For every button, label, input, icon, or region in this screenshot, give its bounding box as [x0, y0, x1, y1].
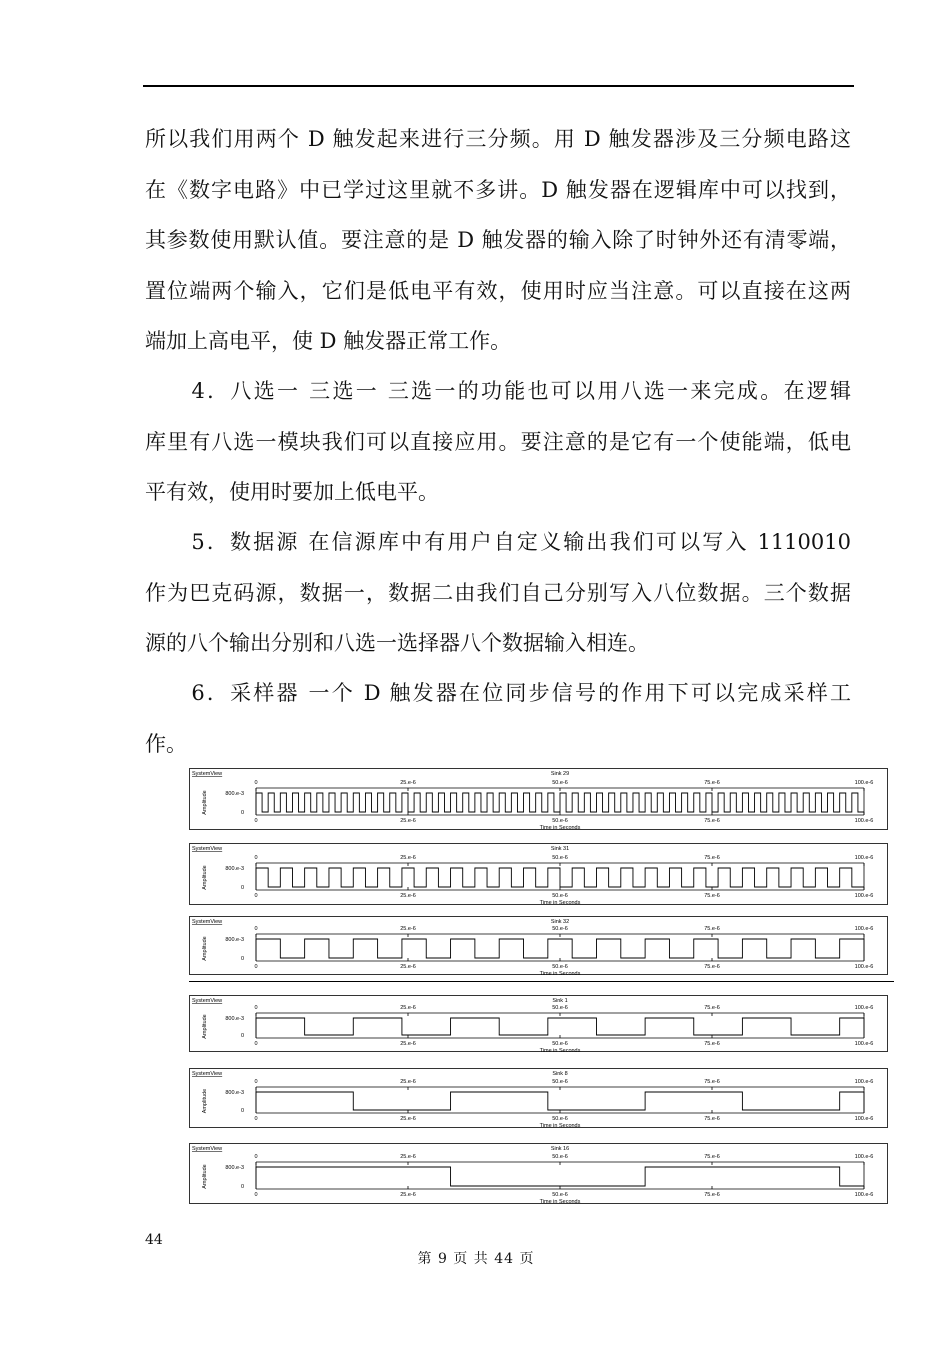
- x-tick-label-top: 75.e-6: [704, 780, 720, 786]
- text-line: 5．数据源 在信源库中有用户自定义输出我们可以写入 1110010: [145, 530, 851, 554]
- waveform-plot: [190, 917, 889, 976]
- waveform-panel: [189, 1143, 888, 1204]
- x-tick-label-bottom: 50.e-6: [552, 1041, 568, 1047]
- panel-header: SystemView: [192, 1071, 223, 1077]
- x-tick-label-top: 0: [254, 1005, 258, 1011]
- waveform-panel: [189, 1068, 888, 1128]
- x-tick-label-bottom: 100.e-6: [854, 964, 874, 970]
- y-axis-label: Amplitude: [202, 1014, 208, 1039]
- y-tick-label: 0: [240, 1033, 244, 1039]
- x-tick-label-top: 50.e-6: [552, 926, 568, 932]
- x-tick-label-bottom: 100.e-6: [854, 1041, 874, 1047]
- x-tick-label-bottom: 75.e-6: [704, 964, 720, 970]
- text-line: 所以我们用两个 D 触发起来进行三分频。用 D 触发器涉及三分频电路这: [145, 127, 851, 151]
- text-line: 库里有八选一模块我们可以直接应用。要注意的是它有一个使能端，低电: [145, 429, 851, 454]
- x-tick-label-top: 75.e-6: [704, 1079, 720, 1085]
- x-axis-label: Time in Seconds: [539, 900, 581, 906]
- x-tick-label-bottom: 75.e-6: [704, 818, 720, 824]
- header-rule: [143, 85, 854, 87]
- waveform-panel: [189, 916, 888, 975]
- x-tick-label-bottom: 100.e-6: [854, 818, 874, 824]
- x-tick-label-bottom: 100.e-6: [854, 893, 874, 899]
- x-tick-label-bottom: 0: [254, 1192, 258, 1198]
- x-tick-label-top: 100.e-6: [854, 855, 874, 861]
- text-line: 作。: [145, 731, 187, 756]
- x-tick-label-bottom: 75.e-6: [704, 1192, 720, 1198]
- x-axis-label: Time in Seconds: [539, 971, 581, 976]
- x-tick-label-bottom: 75.e-6: [704, 1041, 720, 1047]
- text-line: 其参数使用默认值。要注意的是 D 触发器的输入除了时钟外还有清零端，: [145, 228, 851, 252]
- text-line: 4．八选一 三选一 三选一的功能也可以用八选一来完成。在逻辑: [145, 379, 851, 403]
- waveform-plot: [190, 844, 889, 906]
- x-tick-label-bottom: 75.e-6: [704, 893, 720, 899]
- separator-line: [189, 981, 894, 982]
- x-tick-label-bottom: 25.e-6: [400, 1192, 416, 1198]
- x-tick-label-top: 0: [254, 780, 258, 786]
- text-line: 在《数字电路》中已学过这里就不多讲。D 触发器在逻辑库中可以找到，: [145, 177, 851, 202]
- paragraph-1: [145, 114, 851, 367]
- x-tick-label-bottom: 50.e-6: [552, 893, 568, 899]
- x-tick-label-top: 0: [254, 1079, 258, 1085]
- x-tick-label-top: 0: [254, 1154, 258, 1160]
- x-tick-label-bottom: 50.e-6: [552, 1192, 568, 1198]
- x-tick-label-bottom: 25.e-6: [400, 1116, 416, 1122]
- x-tick-label-top: 25.e-6: [400, 1154, 416, 1160]
- text-line: 端加上高电平，使 D 触发器正常工作。: [145, 329, 512, 353]
- waveform-plot: [190, 1144, 889, 1205]
- y-tick-label: 800.e-3: [225, 937, 244, 943]
- waveform-trace: [256, 793, 864, 812]
- x-tick-label-bottom: 25.e-6: [400, 893, 416, 899]
- y-axis-label: Amplitude: [202, 790, 208, 815]
- x-tick-label-top: 100.e-6: [854, 780, 874, 786]
- panel-header: SystemView: [192, 846, 223, 852]
- waveform-trace: [256, 1018, 864, 1035]
- waveform-trace: [256, 868, 864, 887]
- x-tick-label-top: 75.e-6: [704, 1154, 720, 1160]
- waveform-trace: [256, 1092, 864, 1110]
- sink-title: Sink 8: [552, 1071, 568, 1077]
- x-tick-label-bottom: 0: [254, 818, 258, 824]
- x-tick-label-top: 75.e-6: [704, 926, 720, 932]
- x-tick-label-bottom: 25.e-6: [400, 818, 416, 824]
- sink-title: Sink 16: [550, 1146, 570, 1152]
- x-tick-label-top: 50.e-6: [552, 1079, 568, 1085]
- x-tick-label-bottom: 75.e-6: [704, 1116, 720, 1122]
- text-line: 置位端两个输入，它们是低电平有效，使用时应当注意。可以直接在这两: [145, 278, 851, 303]
- y-tick-label: 800.e-3: [225, 866, 244, 872]
- y-axis-label: Amplitude: [202, 1164, 208, 1189]
- panel-header: SystemView: [192, 919, 223, 925]
- x-tick-label-top: 25.e-6: [400, 1005, 416, 1011]
- waveform-plot: [190, 1069, 889, 1129]
- x-tick-label-top: 100.e-6: [854, 1005, 874, 1011]
- x-axis-label: Time in Seconds: [539, 825, 581, 831]
- x-axis-label: Time in Seconds: [539, 1123, 581, 1129]
- y-tick-label: 800.e-3: [225, 1016, 244, 1022]
- text-line: 6．采样器 一个 D 触发器在位同步信号的作用下可以完成采样工: [145, 681, 851, 705]
- waveform-trace: [256, 1167, 864, 1186]
- x-tick-label-top: 50.e-6: [552, 1005, 568, 1011]
- y-tick-label: 800.e-3: [225, 791, 244, 797]
- x-tick-label-bottom: 0: [254, 893, 258, 899]
- x-tick-label-bottom: 100.e-6: [854, 1116, 874, 1122]
- y-axis-label: Amplitude: [202, 1088, 208, 1114]
- y-tick-label: 0: [240, 1184, 244, 1190]
- x-tick-label-bottom: 25.e-6: [400, 964, 416, 970]
- waveform-panel: [189, 843, 888, 905]
- text-line: 源的八个输出分别和八选一选择器八个数据输入相连。: [145, 631, 649, 655]
- x-tick-label-bottom: 25.e-6: [400, 1041, 416, 1047]
- y-tick-label: 0: [240, 885, 244, 891]
- sink-title: Sink 31: [550, 846, 570, 852]
- sink-title: Sink 1: [552, 998, 568, 1004]
- x-axis-label: Time in Seconds: [539, 1048, 581, 1053]
- x-tick-label-top: 100.e-6: [854, 1079, 874, 1085]
- page-footer: 第 9 页 共 44 页: [417, 1251, 535, 1267]
- x-tick-label-top: 25.e-6: [400, 780, 416, 786]
- sink-title: Sink 29: [550, 771, 570, 777]
- x-tick-label-top: 50.e-6: [552, 780, 568, 786]
- waveform-plot: [190, 996, 889, 1053]
- x-tick-label-bottom: 0: [254, 1116, 258, 1122]
- x-tick-label-bottom: 0: [254, 964, 258, 970]
- x-tick-label-bottom: 50.e-6: [552, 1116, 568, 1122]
- panel-header: SystemView: [192, 771, 223, 777]
- text-line: 作为巴克码源，数据一，数据二由我们自己分别写入八位数据。三个数据: [145, 580, 851, 605]
- waveform-panel: [189, 768, 888, 830]
- x-tick-label-bottom: 50.e-6: [552, 964, 568, 970]
- x-tick-label-top: 0: [254, 855, 258, 861]
- y-tick-label: 0: [240, 956, 244, 962]
- x-tick-label-top: 50.e-6: [552, 1154, 568, 1160]
- x-tick-label-bottom: 50.e-6: [552, 818, 568, 824]
- x-tick-label-top: 25.e-6: [400, 855, 416, 861]
- text-line: 平有效，使用时要加上低电平。: [145, 480, 439, 504]
- paragraph-2: [145, 366, 851, 518]
- y-axis-label: Amplitude: [202, 865, 208, 890]
- y-tick-label: 0: [240, 810, 244, 816]
- waveform-panel: [189, 995, 888, 1052]
- page-number-left: 44: [145, 1232, 163, 1248]
- y-tick-label: 800.e-3: [225, 1165, 244, 1171]
- sink-title: Sink 32: [550, 919, 570, 925]
- waveform-plot: [190, 769, 889, 831]
- panel-header: SystemView: [192, 998, 223, 1004]
- y-tick-label: 800.e-3: [225, 1090, 244, 1096]
- y-tick-label: 0: [240, 1108, 244, 1114]
- panel-header: SystemView: [192, 1146, 223, 1152]
- y-axis-label: Amplitude: [202, 936, 208, 961]
- x-tick-label-top: 25.e-6: [400, 926, 416, 932]
- x-tick-label-bottom: 100.e-6: [854, 1192, 874, 1198]
- x-tick-label-top: 25.e-6: [400, 1079, 416, 1085]
- paragraph-4: [145, 668, 851, 769]
- x-tick-label-top: 0: [254, 926, 258, 932]
- x-tick-label-top: 75.e-6: [704, 1005, 720, 1011]
- x-tick-label-top: 100.e-6: [854, 926, 874, 932]
- x-tick-label-top: 100.e-6: [854, 1154, 874, 1160]
- x-tick-label-bottom: 0: [254, 1041, 258, 1047]
- x-tick-label-top: 75.e-6: [704, 855, 720, 861]
- x-axis-label: Time in Seconds: [539, 1199, 581, 1205]
- x-tick-label-top: 50.e-6: [552, 855, 568, 861]
- paragraph-3: [145, 517, 851, 669]
- waveform-trace: [256, 939, 864, 958]
